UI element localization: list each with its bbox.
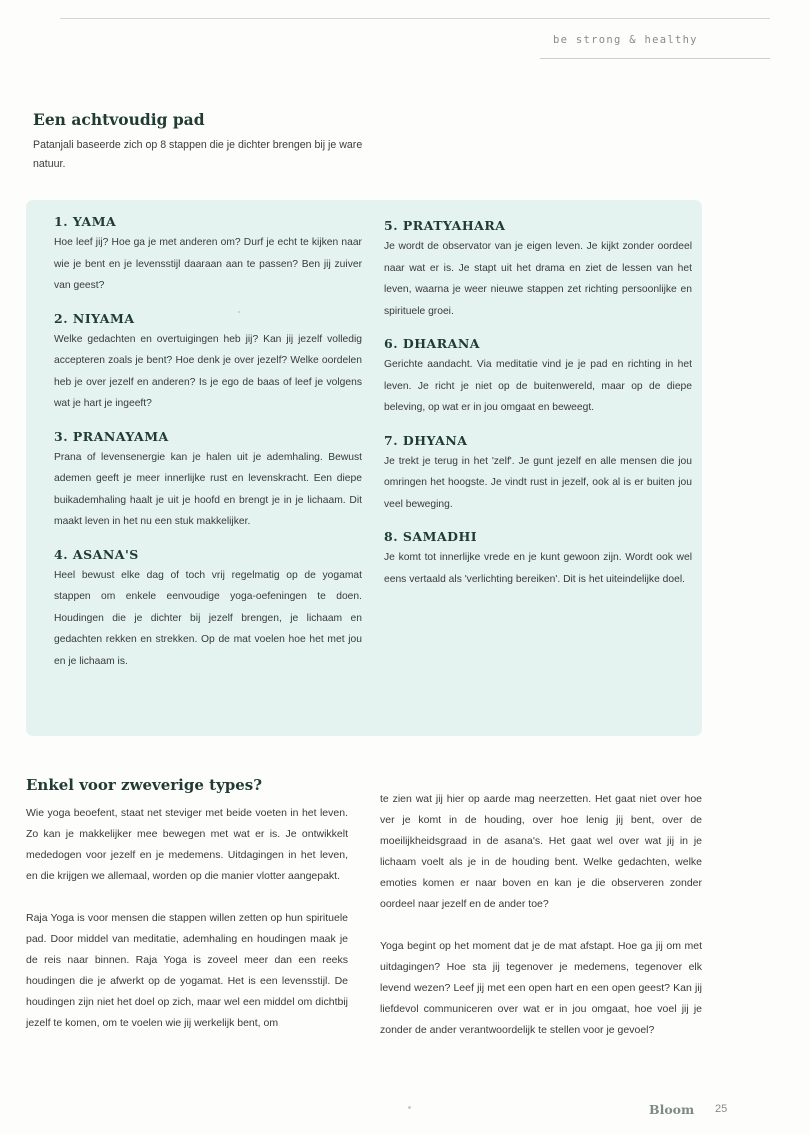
- page-number: 25: [715, 1103, 728, 1115]
- step-title: 3. PRANAYAMA: [54, 428, 169, 444]
- article-column-right: [380, 789, 702, 1062]
- step-text: Welke gedachten en overtuigingen heb jij? Kan jij jezelf volledig accepteren zoals je bent? Hoe denk je over jezelf? Welke oordelen heb je over jezelf en anderen? Is je ego de baas of leef je volgens wat je hart je ingeeft?: [54, 333, 362, 409]
- step-title: 6. DHARANA: [384, 336, 480, 351]
- step-asanas: [54, 547, 362, 673]
- step-text: Heel bewust elke dag of toch vrij regelmatig op de yogamat stappen om enkele eenvoudige yoga-oefeningen te doen. Houdingen die je dichter bij jezelf brengen, je lichaam en gedachten rekken en strekken. Op de mat voelen hoe het met jou en je lichaam is.: [54, 569, 362, 667]
- step-title: 5. PRATYAHARA: [384, 218, 506, 233]
- step-pratyahara: [384, 218, 692, 322]
- step-text: Je trekt je terug in het 'zelf'. Je gunt jezelf en alle mensen die jou omringen het hoogste. Je vindt rust in jezelf, ook al is er buiten jou veel beweging.: [384, 455, 692, 510]
- step-title: 1. YAMA: [54, 214, 117, 229]
- step-title: 4. ASANA'S: [54, 546, 139, 562]
- step-title: 8. SAMADHI: [384, 529, 478, 544]
- step-pranayama: [54, 429, 362, 533]
- steps-column-right: [384, 218, 692, 604]
- paper-speck: [238, 311, 240, 313]
- steps-column-left: [54, 214, 362, 686]
- step-text: Je komt tot innerlijke vrede en je kunt gewoon zijn. Wordt ook wel eens vertaald als 'verlichting bereiken'. Dit is het uiteindelijke doel.: [384, 552, 692, 585]
- step-niyama: [54, 311, 362, 415]
- article-paragraph: Wie yoga beoefent, staat net steviger met beide voeten in het leven. Zo kan je makkelijker mee bewegen met wat er is. Je ontwikkelt mededogen voor jezelf en je medemens. Uitdagingen in het leven, en die krijgen we allemaal, worden op die manier vlotter aangepakt.: [26, 807, 348, 882]
- paper-speck: [408, 1106, 411, 1109]
- article-paragraph: Raja Yoga is voor mensen die stappen willen zetten op hun spirituele pad. Door middel van meditatie, ademhaling en houdingen maak je de reis naar binnen. Raja Yoga is zoveel meer dan een reeks houdingen die je afwerkt op de yogamat. Het is een levensstijl. De houdingen zijn niet het doel op zich, maar wel een middel om dichtbij jezelf te komen, om te voelen wie jij werkelijk bent, om: [26, 912, 348, 1029]
- top-rule: [60, 18, 770, 19]
- step-text: Prana of levensenergie kan je halen uit je ademhaling. Bewust ademen geeft je meer innerlijke rust en levenskracht. Een diepe buikademhaling haalt je uit je hoofd en brengt je in je lichaam. Dit maakt leven in het nu een stuk makkelijker.: [54, 451, 362, 527]
- magazine-brand: Bloom: [649, 1102, 695, 1117]
- article-title: Enkel voor zweverige types?: [26, 776, 263, 794]
- article-paragraph: te zien wat jij hier op aarde mag neerzetten. Het gaat niet over hoe ver je komt in de houding, over hoe lenig jij bent, over de moeilijkheidsgraad in de asana's. Het gaat wel over wat jij in je lichaam voelt als je in de houding bent. Welke gedachten, welke emoties komen er naar boven en kan je die observeren zonder oordeel naar jezelf en de ander toe?: [380, 793, 702, 910]
- step-samadhi: [384, 529, 692, 590]
- article-column-left: [26, 803, 348, 1055]
- step-text: Je wordt de observator van je eigen leven. Je kijkt zonder oordeel naar wat er is. Je stapt uit het drama en ziet de lessen van het leven, waarna je weer nieuwe stappen zet richting persoonlijke en spirituele groei.: [384, 241, 692, 317]
- section-tagline: be strong & healthy: [553, 34, 698, 46]
- step-dharana: [384, 336, 692, 419]
- tagline-rule: [540, 58, 770, 59]
- intro-title: Een achtvoudig pad: [33, 110, 205, 129]
- step-dhyana: [384, 433, 692, 516]
- step-yama: [54, 214, 362, 297]
- step-title: 7. DHYANA: [384, 432, 468, 448]
- article-paragraph: Yoga begint op het moment dat je de mat afstapt. Hoe ga jij om met uitdagingen? Hoe sta jij tegenover je medemens, tegenover elk levend wezen? Leef jij met een open hart en een open geest? Kan jij liefdevol communiceren over wat er in jou omgaat, hoe voel jij je zonder de ander verantwoordelijk te stellen voor je gevoel?: [380, 940, 702, 1036]
- intro-text: Patanjali baseerde zich op 8 stappen die je dichter brengen bij je ware natuur.: [33, 139, 363, 170]
- step-title: 2. NIYAMA: [54, 310, 135, 326]
- step-text: Gerichte aandacht. Via meditatie vind je je pad en richting in het leven. Je richt je niet op de buitenwereld, maar op de diepe beleving, op wat er in jou omgaat en beweegt.: [384, 359, 692, 413]
- step-text: Hoe leef jij? Hoe ga je met anderen om? Durf je echt te kijken naar wie je bent en je levensstijl daaraan aan te passen? Ben jij zuiver van geest?: [54, 237, 362, 291]
